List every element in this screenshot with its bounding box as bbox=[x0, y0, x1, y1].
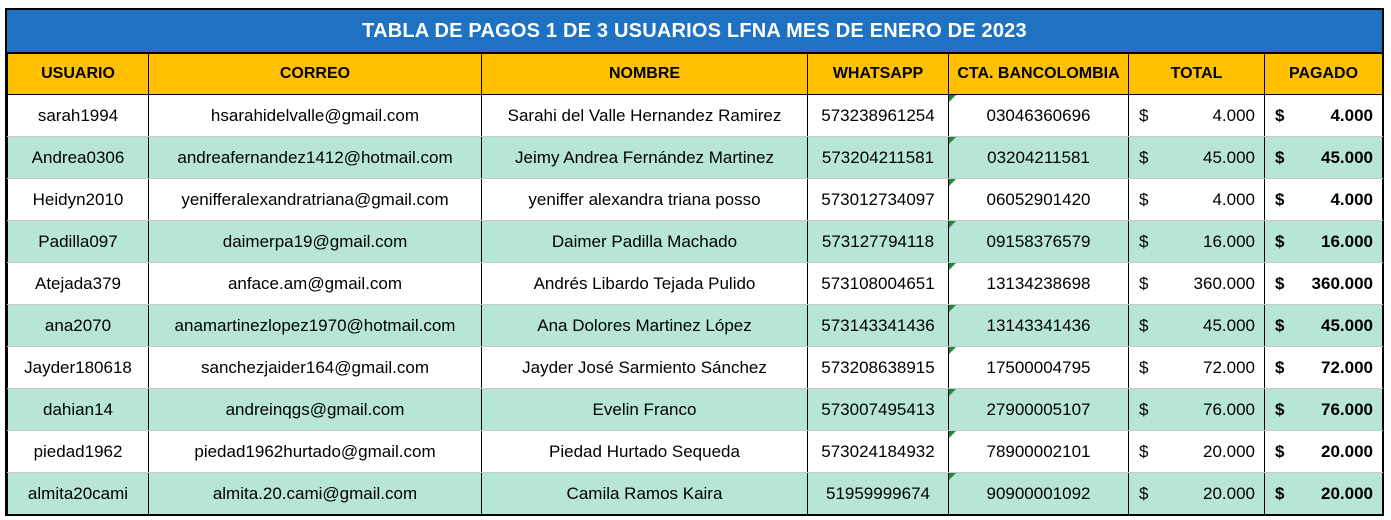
table-row bbox=[8, 95, 1383, 137]
cell-pagado[interactable] bbox=[1265, 473, 1383, 515]
cell-nombre[interactable]: Evelin Franco bbox=[482, 389, 808, 431]
currency-symbol: $ bbox=[1275, 483, 1285, 503]
cell-whatsapp[interactable]: 573007495413 bbox=[808, 389, 949, 431]
cell-whatsapp[interactable]: 573238961254 bbox=[808, 95, 949, 137]
cell-whatsapp[interactable]: 573108004651 bbox=[808, 263, 949, 305]
cell-nombre[interactable]: Jeimy Andrea Fernández Martinez bbox=[482, 137, 808, 179]
currency-symbol: $ bbox=[1139, 189, 1149, 209]
cell-total[interactable] bbox=[1129, 95, 1265, 137]
table-row bbox=[8, 305, 1383, 347]
cell-correo[interactable]: anamartinezlopez1970@hotmail.com bbox=[149, 305, 482, 347]
cell-pagado-value: 45.000 bbox=[1321, 315, 1373, 335]
header-row bbox=[8, 54, 1383, 95]
cell-whatsapp[interactable]: 573204211581 bbox=[808, 137, 949, 179]
cell-pagado-value: 4.000 bbox=[1330, 189, 1373, 209]
cell-pagado-value: 72.000 bbox=[1321, 357, 1373, 377]
table-row bbox=[8, 221, 1383, 263]
table-row bbox=[8, 179, 1383, 221]
cell-total[interactable] bbox=[1129, 431, 1265, 473]
cell-total-content bbox=[1129, 179, 1264, 220]
cell-total-content bbox=[1129, 95, 1264, 136]
cell-usuario[interactable]: Padilla097 bbox=[8, 221, 149, 263]
cell-usuario[interactable]: almita20cami bbox=[8, 473, 149, 515]
currency-symbol: $ bbox=[1275, 357, 1285, 377]
table-row bbox=[8, 347, 1383, 389]
header-correo: CORREO bbox=[149, 54, 482, 95]
cell-pagado-content bbox=[1265, 263, 1382, 304]
cell-cuenta[interactable]: 13143341436 bbox=[949, 305, 1129, 347]
cell-cuenta[interactable]: 06052901420 bbox=[949, 179, 1129, 221]
cell-pagado-content bbox=[1265, 347, 1382, 388]
currency-symbol: $ bbox=[1275, 441, 1285, 461]
cell-correo[interactable]: almita.20.cami@gmail.com bbox=[149, 473, 482, 515]
currency-symbol: $ bbox=[1139, 483, 1149, 503]
cell-pagado[interactable] bbox=[1265, 305, 1383, 347]
cell-total-value: 45.000 bbox=[1203, 147, 1255, 167]
payments-table bbox=[7, 53, 1383, 514]
cell-usuario[interactable]: Jayder180618 bbox=[8, 347, 149, 389]
currency-symbol: $ bbox=[1139, 315, 1149, 335]
cell-nombre[interactable]: Piedad Hurtado Sequeda bbox=[482, 431, 808, 473]
cell-pagado[interactable] bbox=[1265, 221, 1383, 263]
cell-cuenta[interactable]: 03204211581 bbox=[949, 137, 1129, 179]
header-usuario: USUARIO bbox=[8, 54, 149, 95]
cell-pagado-content bbox=[1265, 221, 1382, 262]
cell-total[interactable] bbox=[1129, 137, 1265, 179]
cell-pagado-content bbox=[1265, 389, 1382, 430]
table-row bbox=[8, 263, 1383, 305]
currency-symbol: $ bbox=[1275, 147, 1285, 167]
table-row bbox=[8, 137, 1383, 179]
cell-correo[interactable]: yenifferalexandratriana@gmail.com bbox=[149, 179, 482, 221]
currency-symbol: $ bbox=[1139, 231, 1149, 251]
cell-total[interactable] bbox=[1129, 179, 1265, 221]
cell-cuenta[interactable]: 09158376579 bbox=[949, 221, 1129, 263]
header-total: TOTAL bbox=[1129, 54, 1265, 95]
cell-pagado-content bbox=[1265, 179, 1382, 220]
cell-nombre[interactable]: Sarahi del Valle Hernandez Ramirez bbox=[482, 95, 808, 137]
cell-pagado-content bbox=[1265, 473, 1382, 514]
cell-correo[interactable]: daimerpa19@gmail.com bbox=[149, 221, 482, 263]
cell-total-value: 72.000 bbox=[1203, 357, 1255, 377]
cell-nombre[interactable]: Jayder José Sarmiento Sánchez bbox=[482, 347, 808, 389]
cell-whatsapp[interactable]: 573012734097 bbox=[808, 179, 949, 221]
cell-cuenta[interactable]: 17500004795 bbox=[949, 347, 1129, 389]
cell-usuario[interactable]: dahian14 bbox=[8, 389, 149, 431]
cell-correo[interactable]: hsarahidelvalle@gmail.com bbox=[149, 95, 482, 137]
cell-pagado-value: 20.000 bbox=[1321, 441, 1373, 461]
cell-total-value: 20.000 bbox=[1203, 441, 1255, 461]
cell-usuario[interactable]: Heidyn2010 bbox=[8, 179, 149, 221]
cell-pagado-value: 76.000 bbox=[1321, 399, 1373, 419]
table-body bbox=[8, 95, 1383, 515]
cell-total[interactable] bbox=[1129, 347, 1265, 389]
table-row bbox=[8, 473, 1383, 515]
header-pagado: PAGADO bbox=[1265, 54, 1383, 95]
cell-pagado-value: 20.000 bbox=[1321, 483, 1373, 503]
currency-symbol: $ bbox=[1275, 315, 1285, 335]
cell-pagado-value: 45.000 bbox=[1321, 147, 1373, 167]
cell-total[interactable] bbox=[1129, 389, 1265, 431]
cell-cuenta[interactable]: 27900005107 bbox=[949, 389, 1129, 431]
currency-symbol: $ bbox=[1139, 441, 1149, 461]
cell-pagado-content bbox=[1265, 137, 1382, 178]
table-row bbox=[8, 389, 1383, 431]
cell-pagado[interactable] bbox=[1265, 263, 1383, 305]
cell-whatsapp[interactable]: 51959999674 bbox=[808, 473, 949, 515]
cell-pagado-value: 16.000 bbox=[1321, 231, 1373, 251]
cell-total-content bbox=[1129, 263, 1264, 304]
cell-pagado[interactable] bbox=[1265, 347, 1383, 389]
currency-symbol: $ bbox=[1275, 189, 1285, 209]
cell-nombre[interactable]: Daimer Padilla Machado bbox=[482, 221, 808, 263]
currency-symbol: $ bbox=[1139, 147, 1149, 167]
currency-symbol: $ bbox=[1275, 399, 1285, 419]
header-whatsapp: WHATSAPP bbox=[808, 54, 949, 95]
cell-pagado-content bbox=[1265, 95, 1382, 136]
cell-total-content bbox=[1129, 221, 1264, 262]
cell-usuario[interactable]: sarah1994 bbox=[8, 95, 149, 137]
cell-cuenta[interactable]: 90900001092 bbox=[949, 473, 1129, 515]
cell-usuario[interactable]: piedad1962 bbox=[8, 431, 149, 473]
cell-usuario[interactable]: Andrea0306 bbox=[8, 137, 149, 179]
cell-pagado[interactable] bbox=[1265, 431, 1383, 473]
cell-nombre[interactable]: Ana Dolores Martinez López bbox=[482, 305, 808, 347]
cell-pagado[interactable] bbox=[1265, 137, 1383, 179]
currency-symbol: $ bbox=[1139, 105, 1149, 125]
cell-nombre[interactable]: Camila Ramos Kaira bbox=[482, 473, 808, 515]
cell-cuenta[interactable]: 03046360696 bbox=[949, 95, 1129, 137]
cell-total[interactable] bbox=[1129, 263, 1265, 305]
cell-whatsapp[interactable]: 573143341436 bbox=[808, 305, 949, 347]
currency-symbol: $ bbox=[1275, 105, 1285, 125]
cell-usuario[interactable]: ana2070 bbox=[8, 305, 149, 347]
cell-total-value: 20.000 bbox=[1203, 483, 1255, 503]
cell-correo[interactable]: anface.am@gmail.com bbox=[149, 263, 482, 305]
cell-whatsapp[interactable]: 573208638915 bbox=[808, 347, 949, 389]
cell-total[interactable] bbox=[1129, 473, 1265, 515]
cell-total-content bbox=[1129, 473, 1264, 514]
cell-total[interactable] bbox=[1129, 305, 1265, 347]
table-title: TABLA DE PAGOS 1 DE 3 USUARIOS LFNA MES DE ENERO DE 2023 bbox=[7, 10, 1382, 53]
cell-pagado[interactable] bbox=[1265, 389, 1383, 431]
payments-table-sheet bbox=[5, 8, 1384, 516]
header-nombre: NOMBRE bbox=[482, 54, 808, 95]
cell-total-content bbox=[1129, 431, 1264, 472]
cell-total-value: 4.000 bbox=[1212, 105, 1255, 125]
currency-symbol: $ bbox=[1139, 357, 1149, 377]
cell-total-content bbox=[1129, 389, 1264, 430]
cell-total-value: 76.000 bbox=[1203, 399, 1255, 419]
table-row bbox=[8, 431, 1383, 473]
cell-whatsapp[interactable]: 573024184932 bbox=[808, 431, 949, 473]
cell-pagado-content bbox=[1265, 431, 1382, 472]
cell-whatsapp[interactable]: 573127794118 bbox=[808, 221, 949, 263]
cell-nombre[interactable]: yeniffer alexandra triana posso bbox=[482, 179, 808, 221]
cell-nombre[interactable]: Andrés Libardo Tejada Pulido bbox=[482, 263, 808, 305]
cell-total-value: 45.000 bbox=[1203, 315, 1255, 335]
cell-total-content bbox=[1129, 347, 1264, 388]
cell-correo[interactable]: sanchezjaider164@gmail.com bbox=[149, 347, 482, 389]
cell-pagado-value: 360.000 bbox=[1311, 273, 1373, 293]
cell-cuenta[interactable]: 78900002101 bbox=[949, 431, 1129, 473]
cell-pagado-value: 4.000 bbox=[1330, 105, 1373, 125]
cell-total-value: 4.000 bbox=[1212, 189, 1255, 209]
cell-total[interactable] bbox=[1129, 221, 1265, 263]
cell-total-content bbox=[1129, 137, 1264, 178]
cell-pagado[interactable] bbox=[1265, 179, 1383, 221]
currency-symbol: $ bbox=[1275, 231, 1285, 251]
cell-total-value: 360.000 bbox=[1193, 273, 1255, 293]
cell-correo[interactable]: piedad1962hurtado@gmail.com bbox=[149, 431, 482, 473]
cell-cuenta[interactable]: 13134238698 bbox=[949, 263, 1129, 305]
cell-total-content bbox=[1129, 305, 1264, 346]
header-cuenta: CTA. BANCOLOMBIA bbox=[949, 54, 1129, 95]
cell-total-value: 16.000 bbox=[1203, 231, 1255, 251]
currency-symbol: $ bbox=[1139, 273, 1149, 293]
currency-symbol: $ bbox=[1275, 273, 1285, 293]
currency-symbol: $ bbox=[1139, 399, 1149, 419]
cell-correo[interactable]: andreafernandez1412@hotmail.com bbox=[149, 137, 482, 179]
cell-usuario[interactable]: Atejada379 bbox=[8, 263, 149, 305]
cell-pagado-content bbox=[1265, 305, 1382, 346]
cell-correo[interactable]: andreinqgs@gmail.com bbox=[149, 389, 482, 431]
cell-pagado[interactable] bbox=[1265, 95, 1383, 137]
